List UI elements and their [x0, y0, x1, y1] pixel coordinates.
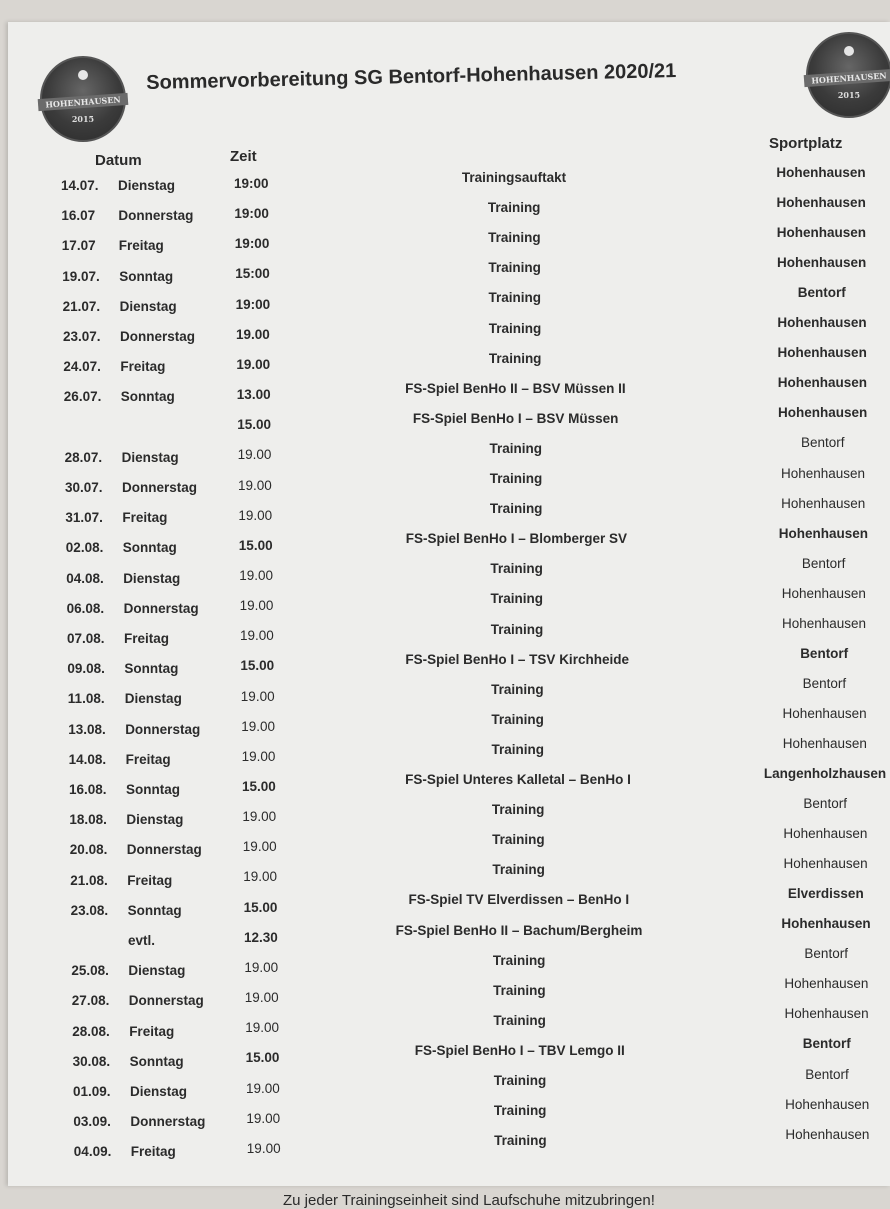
row-event: Training	[487, 200, 541, 216]
row-place: Hohenhausen	[782, 735, 867, 751]
row-day: Donnerstag	[122, 480, 198, 495]
row-date: 14.07.	[61, 178, 99, 193]
row-place: Hohenhausen	[776, 255, 867, 271]
row-day: Donnerstag	[130, 1114, 206, 1130]
row-place: Bentorf	[802, 675, 847, 691]
row-event: FS-Spiel BenHo II – BSV Müssen II	[405, 380, 626, 396]
row-date: 14.08.	[68, 751, 107, 767]
row-event: FS-Spiel BenHo I – TSV Kirchheide	[405, 651, 629, 667]
row-day: evtl.	[128, 933, 156, 948]
row-time: 19:00	[235, 296, 271, 312]
row-event: Training	[488, 230, 541, 246]
row-date: 06.08.	[66, 600, 105, 616]
row-event: Training	[492, 862, 545, 878]
row-place: Bentorf	[797, 285, 846, 301]
row-event: Training	[489, 440, 543, 456]
row-event: Training	[488, 260, 541, 276]
row-time: 15.00	[238, 537, 273, 553]
row-event: Training	[490, 591, 544, 607]
row-place: Hohenhausen	[777, 315, 867, 331]
row-day: Sonntag	[120, 389, 175, 405]
row-day: Sonntag	[127, 902, 182, 918]
row-day: Dienstag	[126, 812, 184, 828]
row-place: Bentorf	[801, 555, 846, 571]
row-day: Dienstag	[119, 298, 177, 314]
row-date: 30.08.	[72, 1053, 111, 1069]
row-time: 19.00	[244, 959, 279, 975]
row-time: 19.00	[245, 1020, 279, 1036]
row-time: 19.00	[244, 990, 279, 1006]
schedule-sheet	[8, 22, 890, 1209]
footer-note: Zu jeder Trainingseinheit sind Laufschuhe mitzubringen!	[283, 1192, 655, 1209]
row-date: 13.08.	[68, 721, 106, 737]
row-event: Training	[494, 1133, 547, 1149]
row-event: Training	[488, 350, 542, 366]
row-place: Hohenhausen	[777, 345, 867, 361]
row-day: Donnerstag	[125, 721, 201, 737]
row-day: Freitag	[129, 1023, 175, 1039]
row-time: 15.00	[242, 779, 276, 794]
row-event: Training	[493, 1012, 546, 1028]
row-event: Training	[488, 290, 542, 306]
header-place: Sportplatz	[769, 135, 843, 152]
row-event: Training	[490, 561, 543, 577]
row-day: Freitag	[125, 751, 171, 767]
row-place: Hohenhausen	[776, 165, 866, 180]
club-logo-right	[806, 32, 890, 118]
row-date: 20.08.	[69, 842, 108, 858]
row-time: 19:00	[234, 236, 270, 252]
row-date: 30.07.	[65, 480, 103, 495]
row-time: 19.00	[242, 809, 277, 825]
row-day: Donnerstag	[120, 329, 196, 344]
row-day: Dienstag	[123, 570, 181, 586]
row-day: Donnerstag	[128, 993, 204, 1009]
row-time: 19.00	[242, 839, 277, 855]
row-event: Training	[489, 471, 543, 486]
row-date: 18.08.	[69, 812, 107, 828]
row-time: 19.00	[246, 1080, 280, 1096]
row-event: Training	[492, 832, 545, 848]
row-event: FS-Spiel TV Elverdissen – BenHo I	[408, 892, 630, 908]
row-place: Hohenhausen	[781, 495, 866, 511]
row-date: 27.08.	[71, 993, 110, 1009]
row-date: 28.07.	[64, 449, 103, 465]
logo-year: 2015	[71, 114, 95, 124]
row-day: Freitag	[120, 359, 166, 375]
row-time: 19.00	[241, 718, 275, 734]
row-event: FS-Spiel BenHo I – BSV Müssen	[412, 410, 619, 426]
row-day: Donnerstag	[123, 600, 199, 616]
page-title: Sommervorbereitung SG Bentorf-Hohenhausen 2020/21	[146, 59, 677, 94]
club-logo-left	[40, 56, 126, 142]
row-time: 19.00	[238, 507, 273, 523]
row-date: 21.08.	[70, 872, 108, 888]
row-place: Hohenhausen	[780, 465, 866, 481]
row-date: 17.07	[61, 238, 96, 254]
row-event: Training	[492, 952, 546, 968]
row-date: 21.07.	[62, 298, 101, 314]
row-place: Elverdissen	[787, 886, 864, 902]
row-place: Hohenhausen	[784, 1006, 869, 1022]
row-time: 19.00	[240, 628, 274, 644]
row-event: Training	[491, 802, 545, 818]
row-place: Hohenhausen	[785, 1096, 870, 1112]
football-icon	[78, 70, 88, 80]
row-time: 19.00	[240, 688, 275, 704]
row-day: Dienstag	[130, 1084, 188, 1099]
row-day: Donnerstag	[118, 208, 194, 224]
row-date: 24.07.	[63, 359, 101, 375]
row-day: Freitag	[127, 872, 173, 888]
row-event: Training	[493, 982, 546, 998]
row-day: Freitag	[122, 510, 168, 526]
row-event: Training	[488, 320, 542, 336]
row-event: FS-Spiel BenHo I – TBV Lemgo II	[414, 1042, 625, 1058]
row-date: 01.09.	[73, 1084, 111, 1099]
row-place: Hohenhausen	[777, 375, 868, 391]
row-date: 19.07.	[62, 268, 100, 284]
row-time: 19.00	[239, 567, 273, 583]
row-time: 15.00	[240, 658, 275, 674]
row-place: Hohenhausen	[777, 405, 868, 421]
row-time: 19.00	[237, 447, 272, 463]
row-time: 19.00	[246, 1110, 281, 1126]
row-time: 19.00	[238, 477, 272, 493]
row-date: 11.08.	[67, 691, 105, 707]
header-date: Datum	[95, 152, 142, 169]
row-time: 19.00	[236, 356, 271, 372]
logo-band-text: HOHENHAUSEN	[804, 69, 890, 87]
row-time: 19.00	[241, 748, 276, 764]
row-date: 03.09.	[73, 1114, 111, 1130]
row-time: 19.00	[246, 1140, 281, 1156]
row-day: Freitag	[130, 1144, 176, 1160]
row-time: 19:00	[234, 206, 269, 222]
row-time: 15.00	[243, 899, 278, 915]
row-date: 23.08.	[70, 902, 109, 918]
row-time: 19.00	[236, 326, 270, 342]
row-place: Hohenhausen	[776, 225, 867, 241]
row-event: FS-Spiel BenHo II – Bachum/Bergheim	[395, 922, 643, 938]
row-date: 07.08.	[67, 631, 105, 646]
row-time: 15.00	[245, 1050, 280, 1066]
row-place: Hohenhausen	[781, 615, 867, 631]
row-place: Bentorf	[805, 1066, 849, 1082]
row-place: Hohenhausen	[781, 585, 866, 601]
row-place: Bentorf	[804, 946, 848, 962]
row-time: 15.00	[237, 417, 271, 433]
row-place: Hohenhausen	[781, 916, 871, 932]
row-event: Training	[490, 621, 544, 637]
row-place: Bentorf	[802, 1036, 851, 1052]
row-day: Freitag	[124, 631, 170, 646]
row-day: Sonntag	[124, 661, 179, 677]
row-event: Training	[491, 681, 544, 697]
row-place: Hohenhausen	[778, 525, 869, 541]
row-place: Hohenhausen	[784, 976, 869, 992]
row-place: Langenholzhausen	[763, 766, 887, 781]
row-place: Hohenhausen	[785, 1126, 870, 1142]
row-date: 16.08.	[69, 782, 107, 797]
row-place: Hohenhausen	[783, 856, 868, 872]
football-icon	[844, 46, 854, 56]
row-place: Bentorf	[801, 435, 845, 451]
row-day: Sonntag	[126, 782, 180, 797]
row-event: Training	[491, 711, 544, 727]
row-place: Hohenhausen	[776, 195, 866, 211]
row-day: Dienstag	[124, 691, 182, 707]
row-date: 04.08.	[66, 570, 104, 586]
row-day: Donnerstag	[126, 842, 202, 858]
row-place: Bentorf	[800, 645, 849, 661]
row-time: 19.00	[243, 869, 277, 885]
row-day: Sonntag	[119, 268, 174, 284]
row-place: Bentorf	[803, 796, 847, 812]
row-day: Dienstag	[128, 963, 186, 979]
row-time: 15:00	[235, 266, 270, 282]
row-event: Trainingsauftakt	[461, 170, 567, 185]
row-event: Training	[489, 501, 543, 517]
row-event: Training	[493, 1103, 547, 1119]
row-time: 19:00	[234, 176, 269, 191]
row-date: 04.09.	[73, 1144, 112, 1160]
row-event: Training	[493, 1073, 547, 1088]
row-time: 12.30	[244, 929, 278, 945]
row-date: 23.07.	[63, 329, 101, 344]
row-date: 09.08.	[67, 661, 105, 677]
row-event: Training	[491, 741, 545, 757]
row-date: 31.07.	[65, 510, 103, 526]
row-time: 13.00	[236, 387, 271, 403]
row-day: Sonntag	[129, 1053, 184, 1069]
header-time: Zeit	[230, 148, 257, 165]
row-day: Dienstag	[118, 178, 176, 193]
row-day: Sonntag	[122, 540, 177, 556]
row-place: Hohenhausen	[782, 705, 867, 721]
row-date: 25.08.	[71, 963, 109, 979]
row-date: 26.07.	[63, 389, 102, 405]
row-time: 19.00	[239, 598, 274, 614]
row-date: 16.07	[61, 208, 96, 224]
row-date: 02.08.	[65, 540, 104, 556]
row-place: Hohenhausen	[783, 826, 868, 842]
logo-year: 2015	[837, 90, 861, 100]
row-day: Freitag	[118, 238, 164, 254]
row-date: 28.08.	[72, 1023, 110, 1039]
row-event: FS-Spiel BenHo I – Blomberger SV	[405, 531, 628, 547]
row-day: Dienstag	[121, 449, 179, 465]
logo-band-text: HOHENHAUSEN	[38, 93, 129, 111]
row-event: FS-Spiel Unteres Kalletal – BenHo I	[405, 772, 631, 787]
